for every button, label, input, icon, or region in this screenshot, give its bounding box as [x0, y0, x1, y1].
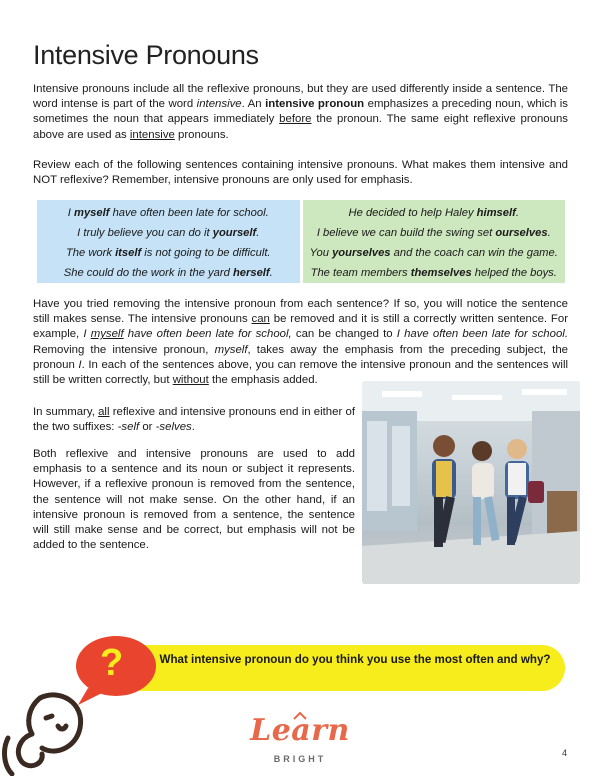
example-sentence: I truly believe you can do it yourself.	[77, 227, 260, 239]
example-sentence: He decided to help Haley himself.	[348, 207, 519, 219]
examples-table	[37, 200, 565, 283]
logo-subtitle: BRIGHT	[273, 754, 327, 764]
comparison-paragraph: Both reflexive and intensive pronouns are used to add emphasis to a sentence and its noun or subject it represents. However, if a reflexive pronoun is removed from the sentence, the sentence will not make sense. On the other hand, if an intensive pronoun is removed from a sentence, the sentence will still make sense and be correct, but emphasis will not be added to the sentence.	[33, 448, 355, 552]
page-title: Intensive Pronouns	[33, 40, 259, 70]
intro-paragraph: Intensive pronouns include all the reflexive pronouns, but they are used differently inside a sentence. The word intense is part of the word intensive. An intensive pronoun emphasizes a preceding noun, which is sometimes the noun that appears immediately before the pronoun. The same eight reflexive pronouns above are used as intensive pronouns.	[33, 83, 569, 141]
examples-column-left	[37, 200, 300, 283]
example-sentence: The team members themselves helped the boys.	[310, 267, 557, 279]
example-sentence: You yourselves and the coach can win the game.	[309, 247, 558, 259]
hallway-students-illustration	[362, 381, 580, 584]
examples-column-right	[303, 200, 566, 283]
question-mark: ?	[100, 642, 124, 684]
explanation-paragraph: Have you tried removing the intensive pronoun from each sentence? If so, you will notice the sentence still makes sense. The intensive pronouns can be removed and it is still a correctly written sentence. For example, I myself have often been late for school, can be changed to I have often been late for school. Removing the intensive pronoun, myself, takes away the emphasis from the preceding subject, the pronoun I. In each of the sentences above, you can remove the intensive pronoun and the sentences will still be written correctly, but without the emphasis added.	[33, 298, 568, 387]
example-sentence: I myself have often been late for school.	[67, 207, 269, 219]
logo-word: Learn	[250, 713, 350, 748]
review-paragraph: Review each of the following sentences containing intensive pronouns. What makes them intensive and NOT reflexive? Remember, intensive pronouns are only used for emphasis.	[33, 159, 568, 187]
summary-paragraph: In summary, all reflexive and intensive pronouns end in either of the two suffixes: -self or -selves.	[33, 406, 355, 434]
example-sentence: I believe we can build the swing set ourselves.	[316, 227, 551, 239]
question-text: What intensive pronoun do you think you use the most often and why?	[159, 653, 551, 666]
thinking-person-icon	[0, 678, 95, 776]
page-number: 4	[562, 748, 568, 758]
students-running-photo	[362, 381, 580, 584]
learn-bright-logo	[242, 713, 358, 775]
example-sentence: She could do the work in the yard herself.	[63, 267, 273, 279]
example-sentence: The work itself is not going to be difficult.	[65, 247, 271, 259]
